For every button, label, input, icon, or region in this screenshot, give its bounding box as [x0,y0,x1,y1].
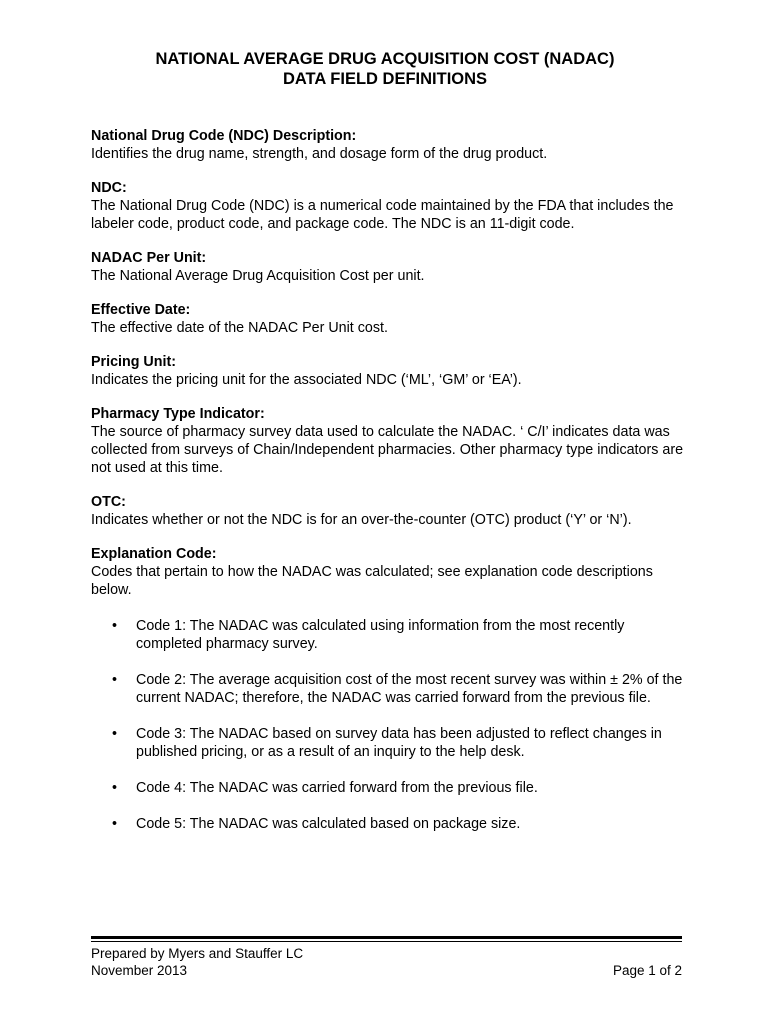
field-description: The National Drug Code (NDC) is a numerical code maintained by the FDA that includes the labeler code, product code, and package code. The NDC is an 11-digit code. [91,198,674,232]
field-description: The effective date of the NADAC Per Unit cost. [91,320,388,336]
code-text: Code 3: The NADAC based on survey data has been adjusted to reflect changes in published pricing, or as a result of an inquiry to the help desk. [136,726,662,760]
footer-prepared-by: Prepared by Myers and Stauffer LC [91,946,304,961]
definitions-body [91,127,691,851]
field-label: NADAC Per Unit: [91,250,207,266]
code-text: Code 2: The average acquisition cost of the most recent survey was within ± 2% of the current NADAC; therefore, the NADAC was carried forward from the previous file. [136,672,683,706]
field-label: Explanation Code: [91,546,217,562]
field-explanation-code [91,545,691,599]
field-ndc-description [91,127,691,163]
list-item [91,725,691,761]
bullet-icon: • [112,618,118,634]
list-item [91,617,691,653]
bullet-icon: • [112,672,118,688]
footer-divider-thick [91,936,682,939]
footer-page-number: Page 1 of 2 [612,963,682,978]
field-label: Pricing Unit: [91,354,176,370]
field-description: The source of pharmacy survey data used to calculate the NADAC. ‘ C/I’ indicates data was collected from surveys of Chain/Independent pharmacies. Other pharmacy type indicators are not used at this time. [91,424,684,476]
footer-left [91,945,303,979]
bullet-icon: • [112,726,118,742]
field-effective-date [91,301,691,337]
list-item [91,779,691,797]
field-label: NDC: [91,180,127,196]
document-title-line-2: DATA FIELD DEFINITIONS [282,70,488,88]
field-description: Identifies the drug name, strength, and dosage form of the drug product. [91,146,548,162]
field-pharmacy-type-indicator [91,405,691,477]
list-item [91,815,691,833]
field-label: Pharmacy Type Indicator: [91,406,265,422]
field-label: National Drug Code (NDC) Description: [91,128,357,144]
footer-divider-thin [91,941,682,942]
code-text: Code 5: The NADAC was calculated based on package size. [136,816,521,832]
document-title-line-1: NATIONAL AVERAGE DRUG ACQUISITION COST (NADAC) [155,50,615,68]
bullet-icon: • [112,816,118,832]
field-label: Effective Date: [91,302,191,318]
field-description: Codes that pertain to how the NADAC was calculated; see explanation code descriptions below. [91,564,653,598]
field-description: Indicates the pricing unit for the associated NDC (‘ML’, ‘GM’ or ‘EA’). [91,372,522,388]
field-nadac-per-unit [91,249,691,285]
field-ndc [91,179,691,233]
explanation-code-list [91,617,691,833]
field-pricing-unit [91,353,691,389]
list-item [91,671,691,707]
field-description: Indicates whether or not the NDC is for an over-the-counter (OTC) product (‘Y’ or ‘N’). [91,512,632,528]
code-text: Code 1: The NADAC was calculated using information from the most recently completed pharmacy survey. [136,618,625,652]
field-otc [91,493,691,529]
code-text: Code 4: The NADAC was carried forward from the previous file. [136,780,538,796]
footer-date: November 2013 [91,963,188,978]
field-description: The National Average Drug Acquisition Cost per unit. [91,268,425,284]
bullet-icon: • [112,780,118,796]
field-label: OTC: [91,494,126,510]
